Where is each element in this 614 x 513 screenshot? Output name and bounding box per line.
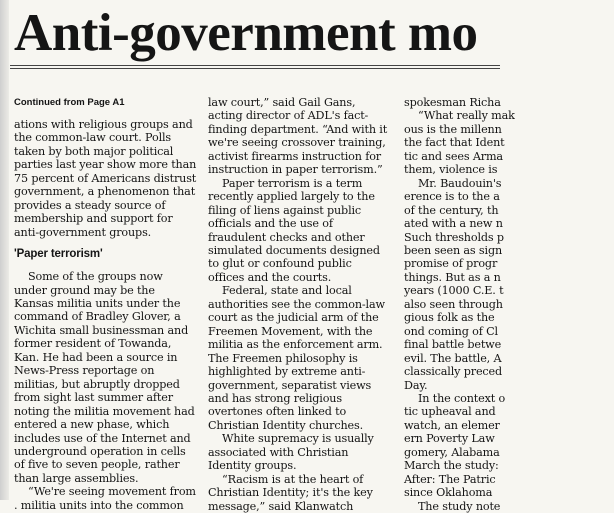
col3-line: also seen through (404, 297, 503, 311)
col2-paragraph-5: “Racism is at the heart of Christian Identity; it's the key message,” said Klanwatch (208, 472, 373, 513)
col3-line: tic upheaval and (404, 405, 496, 419)
col3-line: the fact that Ident (404, 136, 505, 150)
headline-rule-top (10, 65, 500, 66)
col3-line: After: The Patric (404, 472, 496, 486)
col3-line: since Oklahoma (404, 486, 493, 500)
col3-line: watch, an elemer (404, 418, 500, 432)
section-subhead: 'Paper terrorism' (14, 248, 103, 261)
col3-line: spokesman Richa (404, 96, 501, 109)
col3-line: Mr. Baudouin's (418, 176, 502, 190)
col3-line: ated with a new n (404, 217, 503, 231)
article-column-2 (208, 96, 390, 513)
col3-line: years (1000 C.E. t (404, 284, 504, 298)
col3-line: erence is to the a (404, 190, 500, 204)
col1-paragraph-1: ations with religious groups and the common-law court. Polls taken by both major political parties last year show more than 75 percent of Americans distrust government, a phenomenon that provides a steady source of membership and support for anti-government groups. (14, 118, 197, 239)
headline-rule-bottom (10, 68, 500, 69)
col3-line: In the context o (418, 391, 506, 405)
col2-paragraph-3: Federal, state and local authorities see the common-law court as the judicial arm of the Freemen Movement, with the militia as the enforcement arm. The Freemen philosophy is highlighted by extreme anti-government, separatist views and has strong religious overtones often linked to Christian Identity churches. (208, 284, 385, 432)
col3-line: classically preced (404, 365, 503, 379)
col1-paragraph-3: “We're seeing movement from . militia units into the common (14, 485, 196, 512)
col3-line: Such thresholds p (404, 230, 504, 244)
col3-line: evil. The battle, A (404, 351, 502, 365)
col3-line: tic and sees Arma (404, 149, 503, 163)
col3-line: final battle betwe (404, 338, 502, 352)
col3-line: them, violence is (404, 163, 498, 177)
col3-line: gious folk as the (404, 311, 495, 325)
col3-line: The study note (418, 499, 501, 513)
col3-line: March the study: (404, 459, 499, 473)
col3-line: of the century, th (404, 203, 499, 217)
continued-label: Continued from Page A1 (14, 97, 125, 108)
col3-line: “What really mak (418, 109, 515, 123)
col2-paragraph-4: White supremacy is usually associated with Christian Identity groups. (208, 432, 374, 473)
headline: Anti-government mo (14, 4, 478, 62)
page-left-edge (0, 0, 9, 500)
col2-paragraph-1: law court,” said Gail Gans, acting director of ADL's fact-finding department. “And with it we're seeing crossover training, activist firearms instruction for instruction in paper terrorism.” (208, 96, 388, 177)
col3-line: gomery, Alabama (404, 445, 500, 459)
col3-line: ond coming of Cl (404, 324, 498, 338)
col2-paragraph-2: Paper terrorism is a term recently applied largely to the filing of liens against public officials and the use of fraudulent checks and other simulated documents designed to glut or confound public offices and the courts. (208, 176, 380, 284)
article-column-3 (404, 96, 534, 513)
col3-line: Day. (404, 378, 428, 392)
col3-line: things. But as a n (404, 270, 501, 284)
col3-line: promise of progr (404, 257, 498, 271)
article-column-1 (14, 96, 197, 512)
col3-line: ern Poverty Law (404, 432, 495, 446)
col3-line: ous is the millenn (404, 122, 502, 136)
col3-line: been seen as sign (404, 243, 503, 257)
col1-paragraph-2: Some of the groups now under ground may be the Kansas militia units under the command of Bradley Glover, a Wichita small businessman and former resident of Towanda, Kan. He had been a source in News-Press reportage on militias, but abruptly dropped from sight last summer after noting the militia movement had entered a new phase, which includes use of the Internet and underground operation in cells of five to seven people, rather than large assemblies. (14, 270, 195, 485)
